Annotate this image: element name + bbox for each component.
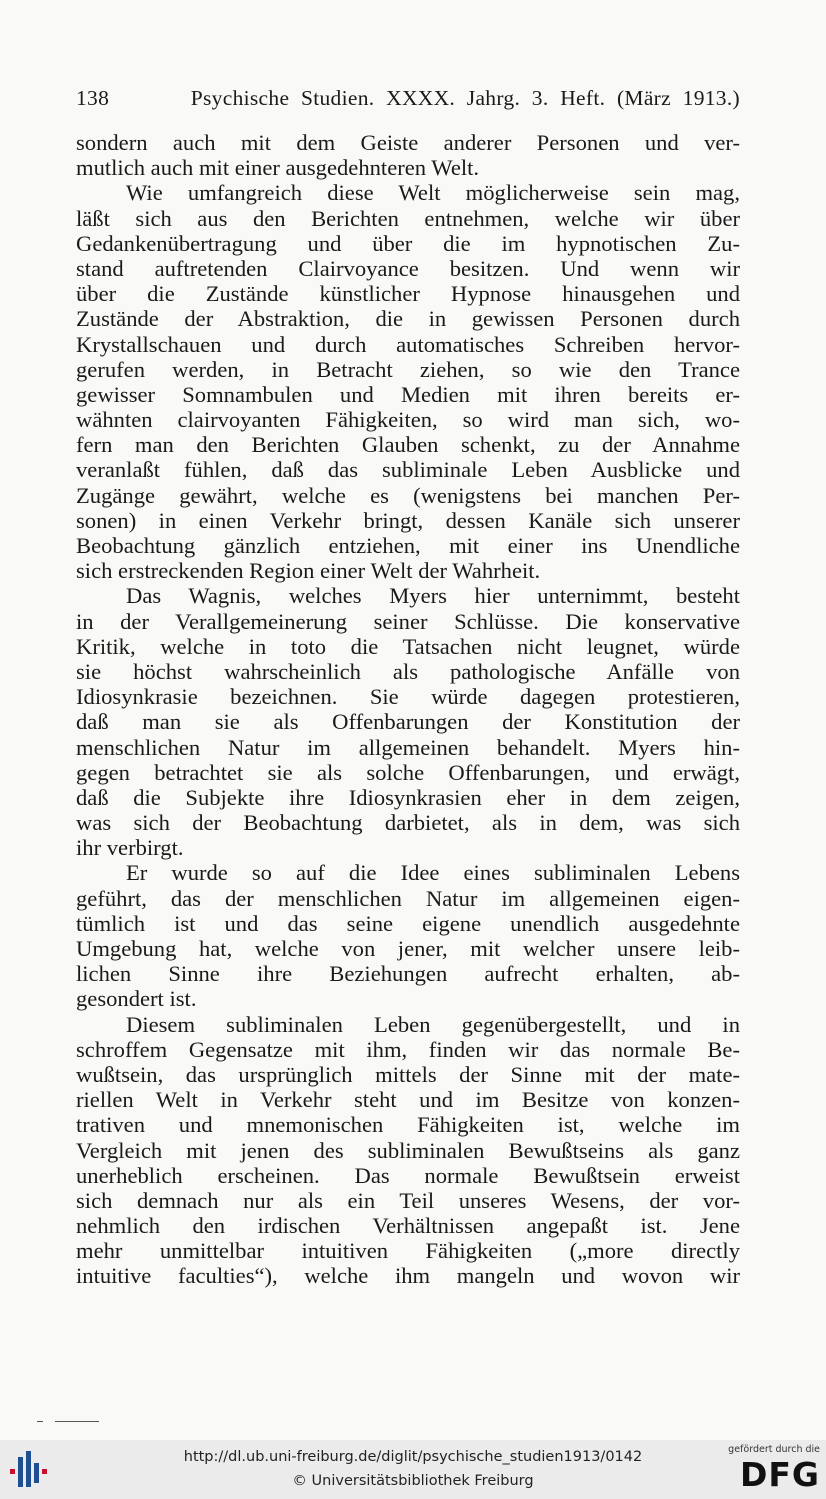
text-line: Kritik, welche in toto die Tatsachen nicht leugnet, würde <box>76 633 740 659</box>
running-title: Psychische Studien. XXXX. Jahrg. 3. Heft. (März 1913.) <box>190 86 740 110</box>
dfg-sponsor-logo <box>728 1444 820 1496</box>
text-line: gesondert ist. <box>76 986 197 1012</box>
page-header <box>76 86 740 118</box>
text-line: daß die Subjekte ihre Idiosynkrasien eher in dem zeigen, <box>76 784 740 810</box>
text-line: gewisser Somnambulen und Medien mit ihren bereits er- <box>76 381 740 407</box>
text-line: sondern auch mit dem Geiste anderer Personen und ver- <box>76 130 740 155</box>
page-number: 138 <box>76 86 110 110</box>
text-line: daß man sie als Offenbarungen der Konstitution der <box>76 709 740 735</box>
text-line: in der Verallgemeinerung seiner Schlüsse. Die konservative <box>76 608 740 634</box>
text-line: Das Wagnis, welches Myers hier unternimmt, besteht <box>126 583 740 609</box>
text-line: sich demnach nur als ein Teil unseres Wesens, der vor- <box>76 1187 740 1213</box>
text-line: Zustände der Abstraktion, die in gewissen Personen durch <box>76 306 740 332</box>
text-line: mutlich auch mit einer ausgedehnteren Welt. <box>76 155 480 181</box>
text-line: über die Zustände künstlicher Hypnose hinausgehen und <box>76 281 740 307</box>
text-line: Diesem subliminalen Leben gegenübergestellt, und in <box>126 1011 740 1037</box>
text-line: läßt sich aus den Berichten entnehmen, welche wir über <box>76 205 740 231</box>
sponsor-caption: gefördert durch die <box>728 1444 820 1455</box>
text-line: was sich der Beobachtung darbietet, als in dem, was sich <box>76 810 740 836</box>
document-url[interactable]: http://dl.ub.uni-freiburg.de/diglit/psychische_studien1913/0142 <box>183 1449 643 1465</box>
text-line: trativen und mnemonischen Fähigkeiten ist, welche im <box>76 1112 740 1138</box>
text-line: gegen betrachtet sie als solche Offenbarungen, und erwägt, <box>76 759 740 785</box>
text-line: stand auftretenden Clairvoyance besitzen. Und wenn wir <box>76 255 740 281</box>
text-line: fern man den Berichten Glauben schenkt, zu der Annahme <box>76 432 740 458</box>
text-line: tümlich ist und das seine eigene unendlich ausgedehnte <box>76 910 740 936</box>
text-line: intuitive faculties“), welche ihm mangeln und wovon wir <box>76 1263 740 1289</box>
body-text <box>76 130 740 1289</box>
text-line: menschlichen Natur im allgemeinen behandelt. Myers hin- <box>76 734 740 760</box>
text-line: schroffem Gegensatze mit ihm, finden wir das normale Be- <box>76 1036 740 1062</box>
text-line: Idiosynkrasie bezeichnen. Sie würde dagegen protestieren, <box>76 684 740 710</box>
copyright-notice: © Universitätsbibliothek Freiburg <box>292 1473 534 1489</box>
footnote-rule <box>55 1421 99 1422</box>
text-line: Gedankenübertragung und über die im hypnotischen Zu- <box>76 230 740 256</box>
text-line: lichen Sinne ihre Beziehungen aufrecht erhalten, ab- <box>76 961 740 987</box>
text-line: geführt, das der menschlichen Natur im allgemeinen eigen- <box>76 885 740 911</box>
text-line: unerheblich erscheinen. Das normale Bewußtsein erweist <box>76 1162 740 1188</box>
text-line: riellen Welt in Verkehr steht und im Besitze von konzen- <box>76 1087 740 1113</box>
text-line: Er wurde so auf die Idee eines subliminalen Lebens <box>126 860 740 886</box>
text-line: veranlaßt fühlen, daß das subliminale Leben Ausblicke und <box>76 457 740 483</box>
text-line: Zugänge gewährt, welche es (wenigstens bei manchen Per- <box>76 482 740 508</box>
text-line: sich erstreckenden Region einer Welt der Wahrheit. <box>76 558 541 584</box>
text-line: wußtsein, das ursprünglich mittels der Sinne mit der mate- <box>76 1061 740 1087</box>
text-line: Krystallschauen und durch automatisches Schreiben hervor- <box>76 331 740 357</box>
text-line: Vergleich mit jenen des subliminalen Bewußtseins als ganz <box>76 1137 740 1163</box>
text-line: sie höchst wahrscheinlich als pathologische Anfälle von <box>76 658 740 684</box>
text-line: Umgebung hat, welche von jener, mit welcher unsere leib- <box>76 936 740 961</box>
text-line: ihr verbirgt. <box>76 835 184 861</box>
text-line: gerufen werden, in Betracht ziehen, so wie den Trance <box>76 356 740 382</box>
dfg-logo-icon: DFG <box>739 1455 820 1494</box>
text-line: nehmlich den irdischen Verhältnissen angepaßt ist. Jene <box>76 1213 740 1239</box>
viewer-footer <box>0 1440 826 1499</box>
text-line: Wie umfangreich diese Welt möglicherweise sein mag, <box>126 180 740 206</box>
text-line: wähnten clairvoyanten Fähigkeiten, so wird man sich, wo- <box>76 407 740 433</box>
text-line: mehr unmittelbar intuitiven Fähigkeiten („more directly <box>76 1238 740 1264</box>
text-line: Beobachtung gänzlich entziehen, mit einer ins Unendliche <box>76 533 740 558</box>
text-line: sonen) in einen Verkehr bringt, dessen Kanäle sich unserer <box>76 507 740 533</box>
